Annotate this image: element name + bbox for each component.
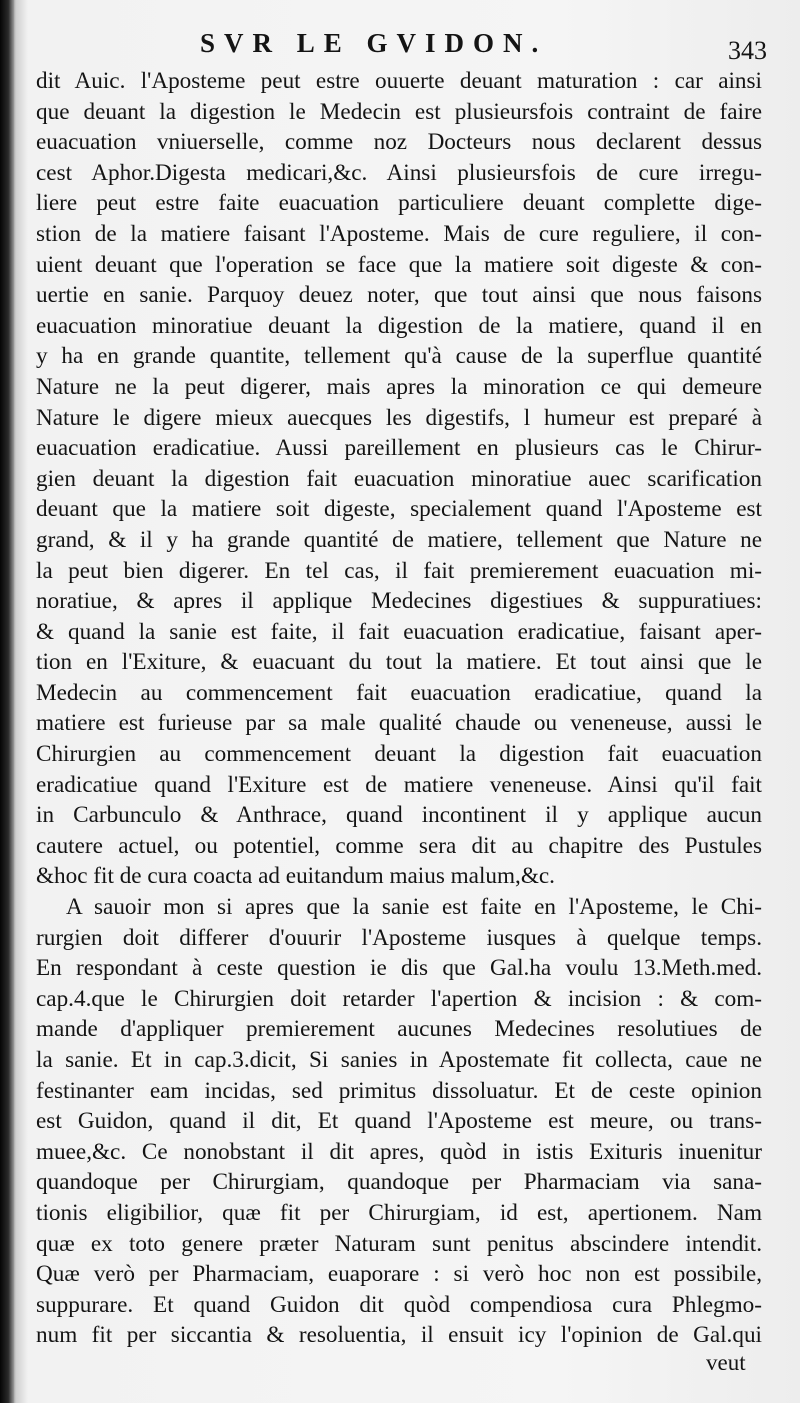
text-line: y ha en grande quantite, tellement qu'à cause de la superflue quantité bbox=[36, 343, 762, 370]
text-line: est Guidon, quand il dit, Et quand l'Aposteme est meure, ou trans- bbox=[36, 1108, 762, 1135]
text-line: cap.4.que le Chirurgien doit retarder l'apertion & incision : & com- bbox=[36, 985, 762, 1012]
text-line: tionis eligibilior, quæ fit per Chirurgiam, id est, apertionem. Nam bbox=[36, 1199, 762, 1226]
page-number: 343 bbox=[728, 36, 767, 65]
text-line: Quæ verò per Pharmaciam, euaporare : si verò hoc non est possibile, bbox=[36, 1261, 762, 1288]
text-line: cest Aphor.Digesta medicari,&c. Ainsi plusieursfois de cure irregu- bbox=[36, 159, 762, 186]
text-line: dit Auic. l'Aposteme peut estre ouuerte deuant maturation : car ainsi bbox=[36, 68, 762, 94]
text-line: Chirurgien au commencement deuant la digestion fait euacuation bbox=[36, 741, 762, 768]
binding-gutter bbox=[0, 0, 14, 1403]
text-line: noratiue, & apres il applique Medecines digestiues & suppuratiues: bbox=[36, 588, 762, 615]
text-line: suppurare. Et quand Guidon dit quòd compendiosa cura Phlegmo- bbox=[36, 1291, 762, 1318]
text-line: uertie en sanie. Parquoy deuez noter, que tout ainsi que nous faisons bbox=[36, 282, 762, 309]
text-line: Nature le digere mieux auecques les digestifs, l humeur est preparé à bbox=[36, 404, 762, 431]
text-line: & quand la sanie est faite, il fait euacuation eradicatiue, faisant aper- bbox=[36, 618, 762, 645]
text-line: gien deuant la digestion fait euacuation minoratiue auec scarification bbox=[36, 465, 762, 492]
text-line: in Carbunculo & Anthrace, quand incontinent il y applique aucun bbox=[36, 802, 762, 829]
text-line: la sanie. Et in cap.3.dicit, Si sanies in Apostemate fit collecta, caue ne bbox=[36, 1047, 762, 1073]
text-line: liere peut estre faite euacuation particuliere deuant complette dige- bbox=[36, 190, 762, 217]
text-line: muee,&c. Ce nonobstant il dit apres, quòd in istis Exituris inuenitur bbox=[36, 1138, 762, 1165]
paragraph-end-line: &hoc fit de cura coacta ad euitandum maius malum,&c. bbox=[36, 863, 555, 890]
text-line: tion en l'Exiture, & euacuant du tout la matiere. Et tout ainsi que le bbox=[36, 649, 762, 676]
text-line: mande d'appliquer premierement aucunes Medecines resolutiues de bbox=[36, 1016, 762, 1043]
text-line: quæ ex toto genere præter Naturam sunt penitus abscindere intendit. bbox=[36, 1230, 762, 1257]
text-line: quandoque per Chirurgiam, quandoque per Pharmaciam via sana- bbox=[36, 1169, 762, 1196]
text-line: euacuation vniuerselle, comme noz Docteurs nous declarent dessus bbox=[36, 129, 762, 156]
text-line: num fit per siccantia & resoluentia, il ensuit icy l'opinion de Gal.qui bbox=[36, 1322, 762, 1349]
text-line: grand, & il y ha grande quantité de matiere, tellement que Nature ne bbox=[36, 526, 762, 553]
text-line: matiere est furieuse par sa male qualité chaude ou veneneuse, aussi le bbox=[36, 710, 762, 737]
catchword: veut bbox=[706, 1350, 746, 1375]
paragraph-start-line: A sauoir mon si apres que la sanie est faite en l'Aposteme, le Chi- bbox=[66, 894, 762, 921]
text-line: stion de la matiere faisant l'Aposteme. Mais de cure reguliere, il con- bbox=[36, 220, 762, 247]
body-text bbox=[36, 66, 762, 1351]
text-line: En respondant à ceste question ie dis que Gal.ha voulu 13.Meth.med. bbox=[36, 955, 762, 982]
text-line: euacuation eradicatiue. Aussi pareillement en plusieurs cas le Chirur- bbox=[36, 435, 762, 462]
text-line: Nature ne la peut digerer, mais apres la minoration ce qui demeure bbox=[36, 373, 762, 400]
text-line: deuant que la matiere soit digeste, specialement quand l'Aposteme est bbox=[36, 496, 762, 523]
text-line: Medecin au commencement fait euacuation eradicatiue, quand la bbox=[36, 679, 762, 706]
text-line: cautere actuel, ou potentiel, comme sera dit au chapitre des Pustules bbox=[36, 832, 762, 859]
text-line: uient deuant que l'operation se face que la matiere soit digeste & con- bbox=[36, 251, 762, 278]
page-header bbox=[0, 22, 800, 65]
text-line: rurgien doit differer d'ouurir l'Aposteme iusques à quelque temps. bbox=[36, 924, 762, 951]
text-line: festinanter eam incidas, sed primitus dissoluatur. Et de ceste opinion bbox=[36, 1077, 762, 1104]
text-line: eradicatiue quand l'Exiture est de matiere veneneuse. Ainsi qu'il fait bbox=[36, 771, 762, 798]
running-head: SVR LE GVIDON. bbox=[200, 28, 548, 58]
text-line: euacuation minoratiue deuant la digestion de la matiere, quand il en bbox=[36, 312, 762, 339]
text-line: la peut bien digerer. En tel cas, il fait premierement euacuation mi- bbox=[36, 557, 762, 584]
text-line: que deuant la digestion le Medecin est plusieursfois contraint de faire bbox=[36, 98, 762, 125]
